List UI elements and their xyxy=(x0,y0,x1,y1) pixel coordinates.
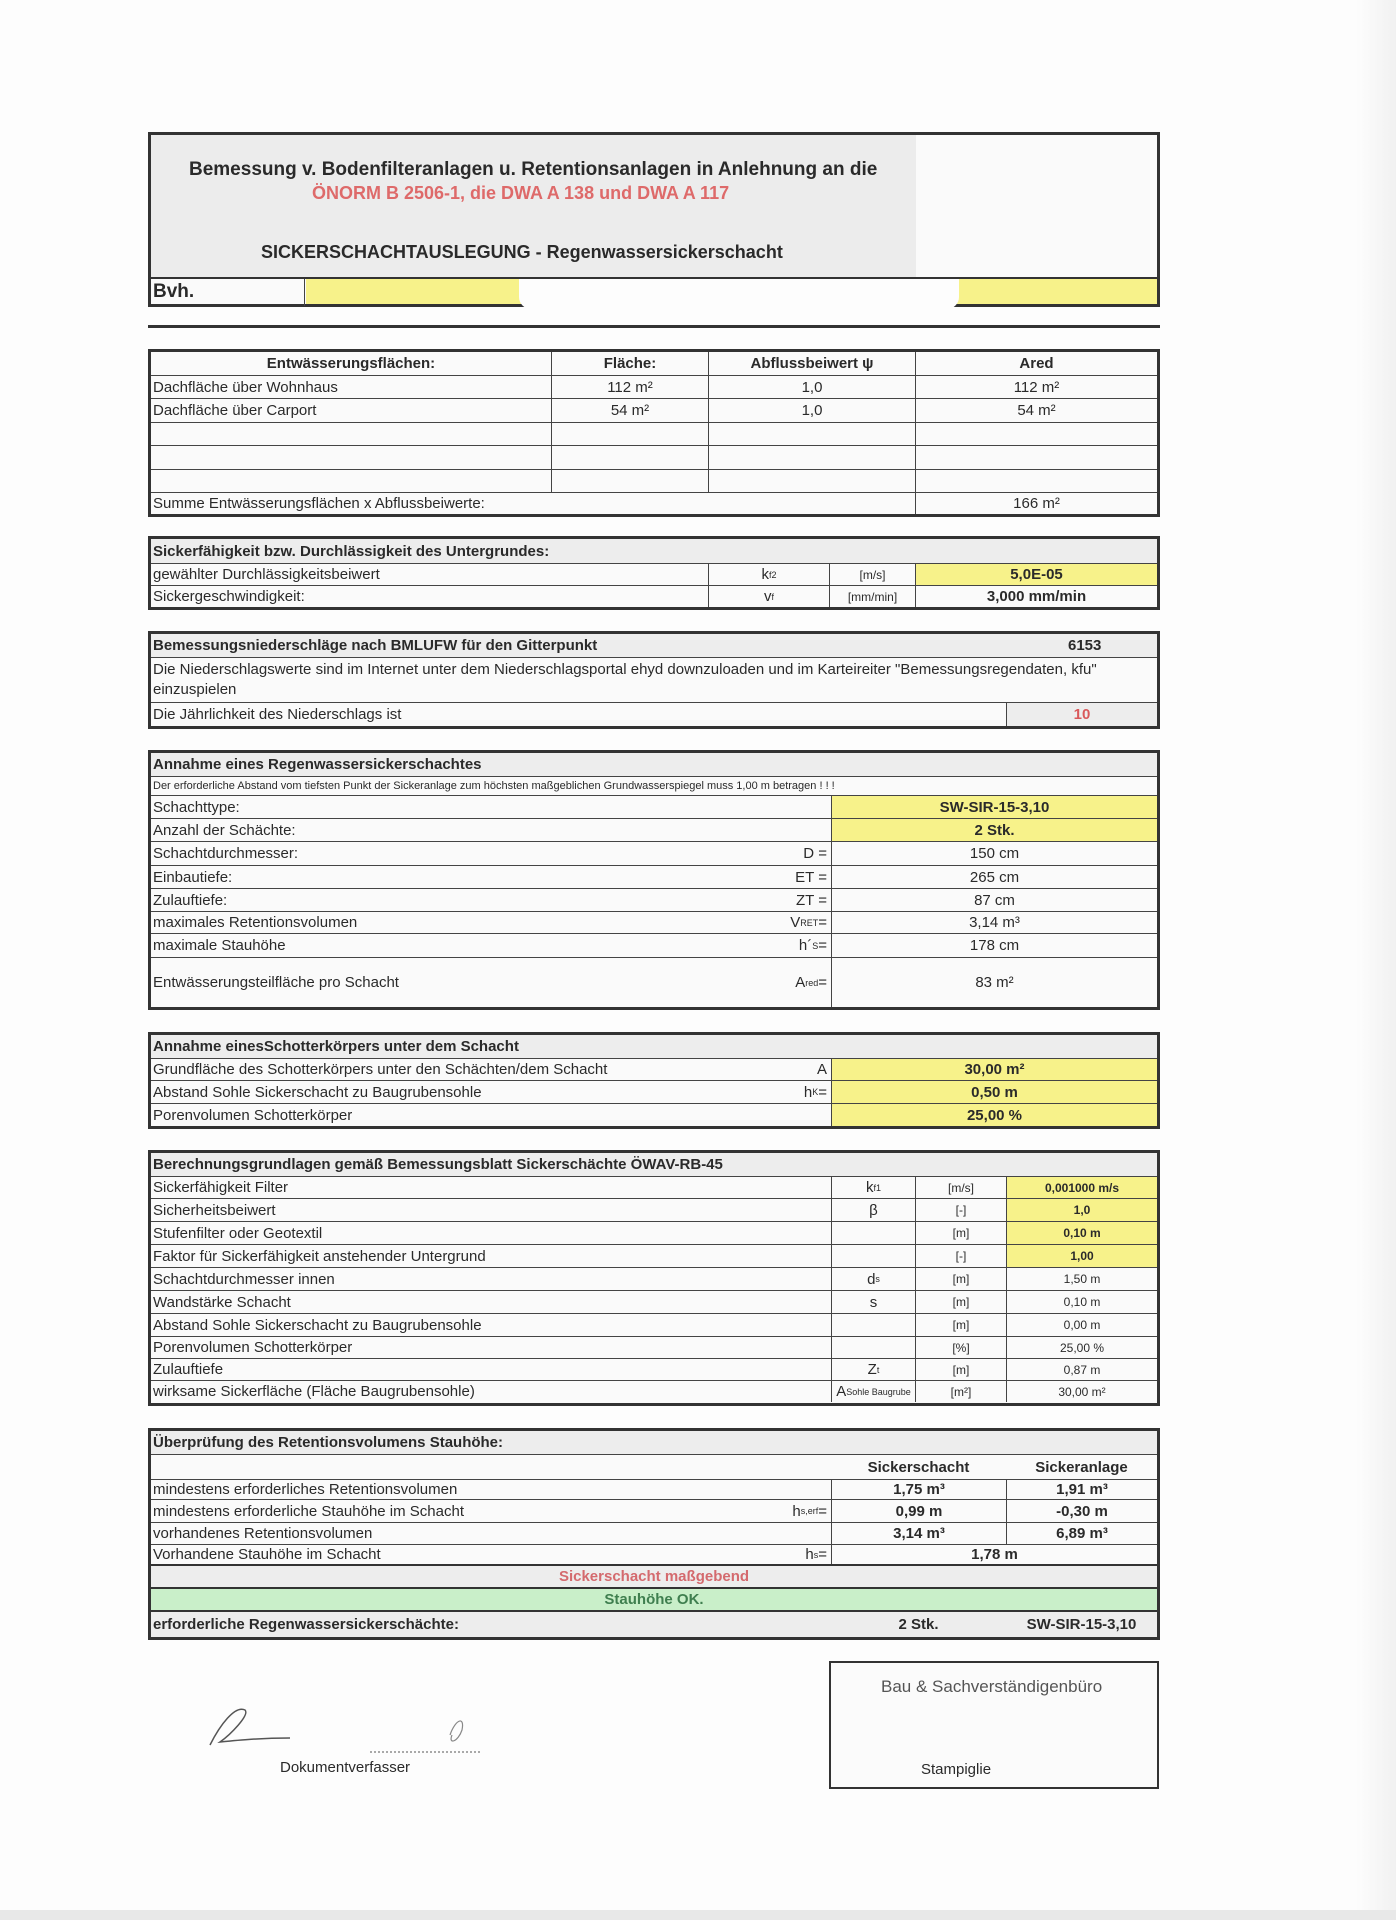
shaft-param-label: Einbautiefe: xyxy=(153,868,233,886)
author-label: Dokumentverfasser xyxy=(280,1759,411,1776)
recurrence-label: Die Jährlichkeit des Niederschlags ist xyxy=(153,706,402,723)
check-system-value: 1,91 m³ xyxy=(1006,1480,1157,1499)
table-row xyxy=(151,423,1157,446)
gridpoint-value: 6153 xyxy=(1068,637,1102,654)
stauhoehe-label: Vorhandene Stauhöhe im Schacht xyxy=(153,1546,381,1563)
shaft-title-row xyxy=(151,753,1157,777)
gravel-title-row xyxy=(151,1035,1157,1059)
table-row xyxy=(151,889,1157,912)
gravel-value-input[interactable]: 25,00 % xyxy=(831,1104,1157,1126)
area-name xyxy=(151,423,551,445)
symbol-suffix: = xyxy=(818,937,827,954)
areas-sum-value: 166 m² xyxy=(915,493,1157,514)
basis-label: wirksame Sickerfläche (Fläche Baugrubensohle) xyxy=(153,1383,475,1400)
table-row xyxy=(151,912,1157,934)
basis-symbol: d s xyxy=(831,1268,915,1290)
signature-icon xyxy=(200,1690,610,1760)
shaft-count-input[interactable]: 2 Stk. xyxy=(831,819,1157,841)
symbol-text: h´ xyxy=(798,937,813,954)
gravel-value-input[interactable]: 30,00 m² xyxy=(831,1059,1157,1080)
table-row xyxy=(151,1381,1157,1402)
permeability-table xyxy=(148,536,1160,610)
area-size xyxy=(551,446,708,469)
area-coeff xyxy=(708,423,915,445)
table-row xyxy=(151,376,1157,399)
symbol-text: h xyxy=(792,1502,801,1520)
gravel-symbol: h K = xyxy=(803,1083,827,1101)
basis-unit: [m] xyxy=(915,1359,1006,1380)
area-size xyxy=(551,470,708,492)
basis-value: 30,00 m² xyxy=(1006,1381,1157,1402)
shaft-param-symbol: ZT = xyxy=(796,891,827,909)
table-row xyxy=(151,1081,1157,1104)
area-coeff: 1,0 xyxy=(708,376,915,398)
stamp-box xyxy=(829,1661,1159,1789)
col-header-coeff: Abflussbeiwert ψ xyxy=(708,352,915,375)
basis-label: Sicherheitsbeiwert xyxy=(153,1201,276,1219)
symbol-text: A xyxy=(795,974,806,991)
col-header-area: Fläche: xyxy=(551,352,708,375)
shaft-table xyxy=(148,750,1160,1010)
basis-symbol xyxy=(831,1337,915,1358)
check-table xyxy=(148,1428,1160,1640)
col-header-areas: Entwässerungsflächen: xyxy=(266,355,436,372)
check-label: vorhandenes Retentionsvolumen xyxy=(153,1525,373,1542)
table-row xyxy=(151,1359,1157,1381)
symbol-text: h xyxy=(803,1083,813,1101)
basis-symbol xyxy=(831,1245,915,1267)
basis-unit: [m] xyxy=(915,1314,1006,1336)
table-row xyxy=(151,866,1157,889)
header-standards: ÖNORM B 2506-1, die DWA A 138 und DWA A 117 xyxy=(312,183,730,203)
permeability-value: 3,000 mm/min xyxy=(915,586,1157,607)
table-row xyxy=(151,564,1157,586)
col-header-ared: Ared xyxy=(915,352,1157,375)
shaft-param-value: 150 cm xyxy=(831,842,1157,865)
basis-value: 25,00 % xyxy=(1006,1337,1157,1358)
shaft-type-row xyxy=(151,796,1157,819)
basis-title: Berechnungsgrundlagen gemäß Bemessungsblatt Sickerschächte ÖWAV-RB-45 xyxy=(153,1156,723,1173)
table-row xyxy=(151,446,1157,470)
check-system-value: -0,30 m xyxy=(1006,1500,1157,1522)
gravel-symbol xyxy=(751,1104,831,1126)
permeability-title: Sickerfähigkeit bzw. Durchlässigkeit des Untergrundes: xyxy=(153,542,550,560)
symbol-text: s xyxy=(869,1293,878,1311)
area-name xyxy=(151,446,551,469)
gravel-label: Abstand Sohle Sickerschacht zu Baugrubensohle xyxy=(153,1083,482,1101)
permeability-unit: [mm/min] xyxy=(829,586,915,607)
shaft-param-label: Entwässerungsteilfläche pro Schacht xyxy=(153,974,399,991)
bvh-redacted xyxy=(519,279,959,309)
basis-symbol xyxy=(831,1314,915,1336)
area-coeff: 1,0 xyxy=(708,399,915,422)
areas-table xyxy=(148,349,1160,517)
header-title: Bemessung v. Bodenfilteranlagen u. Retentionsanlagen in Anlehnung an die xyxy=(189,159,878,180)
symbol-suffix: = xyxy=(818,1546,827,1563)
areas-header-row xyxy=(151,352,1157,376)
col-header-shaft: Sickerschacht xyxy=(867,1458,970,1476)
table-row xyxy=(151,1479,1157,1500)
stauhoehe-symbol: h s = xyxy=(805,1546,827,1563)
area-ared xyxy=(915,423,1157,445)
check-label: mindestens erforderliches Retentionsvolumen xyxy=(153,1481,458,1498)
bvh-label: Bvh. xyxy=(153,281,195,302)
check-title-row xyxy=(151,1431,1157,1455)
symbol-text: β xyxy=(869,1201,878,1219)
shaft-param-value: 265 cm xyxy=(831,866,1157,888)
table-row xyxy=(151,1104,1157,1126)
table-row xyxy=(151,399,1157,423)
permeability-symbol: v f xyxy=(708,586,829,607)
page-edge-shadow xyxy=(1356,0,1396,1920)
header-subtitle: SICKERSCHACHTAUSLEGUNG - Regenwassersickerschacht xyxy=(261,242,783,262)
basis-value: 0,00 m xyxy=(1006,1314,1157,1336)
governing-text: Sickerschacht maßgebend xyxy=(558,1568,750,1585)
required-row xyxy=(151,1612,1157,1637)
basis-symbol xyxy=(831,1199,915,1221)
precipitation-title: Bemessungsniederschläge nach BMLUFW für den Gitterpunkt xyxy=(153,637,598,654)
basis-symbol xyxy=(831,1291,915,1313)
symbol-text: v xyxy=(763,588,772,605)
table-row xyxy=(151,1523,1157,1545)
stamp-text: Bau & Sachverständigenbüro xyxy=(881,1677,1103,1696)
signature-area xyxy=(200,1690,610,1760)
basis-table xyxy=(148,1150,1160,1406)
check-symbol: h s,erf = xyxy=(792,1502,827,1520)
area-ared: 112 m² xyxy=(915,376,1157,398)
permeability-unit: [m/s] xyxy=(829,564,915,585)
shaft-type-label: Schachttype: xyxy=(153,798,240,816)
shaft-param-value: 178 cm xyxy=(831,934,1157,957)
gravel-title: Annahme einesSchotterkörpers unter dem Schacht xyxy=(153,1038,519,1055)
basis-label: Schachtdurchmesser innen xyxy=(153,1270,335,1288)
table-row xyxy=(151,1291,1157,1314)
shaft-type-select[interactable]: SW-SIR-15-3,10 xyxy=(831,796,1157,818)
symbol-suffix: = xyxy=(818,914,827,931)
area-ared: 54 m² xyxy=(915,399,1157,422)
basis-label: Zulauftiefe xyxy=(153,1361,224,1378)
check-system-value: 6,89 m³ xyxy=(1006,1523,1157,1544)
shaft-param-symbol: ET = xyxy=(795,868,827,886)
table-row xyxy=(151,842,1157,866)
table-row xyxy=(151,1199,1157,1222)
shaft-count-row xyxy=(151,819,1157,842)
status-badge: Stauhöhe OK. xyxy=(604,1591,704,1608)
basis-label: Wandstärke Schacht xyxy=(153,1293,291,1311)
shaft-title: Annahme eines Regenwassersickerschachtes xyxy=(153,756,482,773)
symbol-text: h xyxy=(805,1546,814,1563)
symbol-text: d xyxy=(867,1270,876,1288)
symbol-text: A xyxy=(836,1383,847,1400)
basis-symbol: Z t xyxy=(831,1359,915,1380)
basis-value-input[interactable]: 1,00 xyxy=(1006,1245,1157,1267)
permeability-value-input[interactable]: 5,0E-05 xyxy=(915,564,1157,585)
symbol-text: V xyxy=(790,914,801,931)
basis-value-input[interactable]: 0,001000 m/s xyxy=(1006,1177,1157,1198)
shaft-param-symbol: V RET = xyxy=(790,914,827,931)
gravel-symbol: A xyxy=(816,1061,827,1078)
shaft-param-label: maximale Stauhöhe xyxy=(153,937,286,954)
symbol-text: Z xyxy=(867,1361,877,1378)
precipitation-table xyxy=(148,631,1160,729)
symbol-text: k xyxy=(761,566,769,583)
basis-value: 1,50 m xyxy=(1006,1268,1157,1290)
symbol-suffix: = xyxy=(818,1502,827,1520)
basis-unit: [m/s] xyxy=(915,1177,1006,1198)
shaft-param-symbol: h´ S = xyxy=(798,937,827,954)
table-row xyxy=(151,1314,1157,1337)
stauhoehe-row xyxy=(151,1545,1157,1566)
basis-label: Faktor für Sickerfähigkeit anstehender Untergrund xyxy=(153,1247,486,1265)
table-row xyxy=(151,958,1157,1007)
basis-symbol: k f1 xyxy=(831,1177,915,1198)
shaft-param-label: maximales Retentionsvolumen xyxy=(153,914,358,931)
basis-unit: [-] xyxy=(915,1199,1006,1221)
area-size xyxy=(551,423,708,445)
symbol-text: k xyxy=(865,1179,874,1196)
basis-label: Stufenfilter oder Geotextil xyxy=(153,1224,323,1242)
basis-value: 0,87 m xyxy=(1006,1359,1157,1380)
shaft-param-symbol: D = xyxy=(803,845,827,862)
basis-value-input[interactable]: 0,10 m xyxy=(1006,1222,1157,1244)
shaft-count-label: Anzahl der Schächte: xyxy=(153,821,296,839)
area-size: 112 m² xyxy=(551,376,708,398)
precipitation-note: Die Niederschlagswerte sind im Internet unter dem Niederschlagsportal ehyd downzuloaden und im Karteireiter "Bemessungsregendaten, kfu" einzuspielen xyxy=(153,661,1097,698)
area-size: 54 m² xyxy=(551,399,708,422)
areas-sum-row xyxy=(151,493,1157,514)
basis-unit: [m²] xyxy=(915,1381,1006,1402)
gravel-value-input[interactable]: 0,50 m xyxy=(831,1081,1157,1103)
col-header-system: Sickeranlage xyxy=(1035,1458,1128,1476)
stauhoehe-value: 1,78 m xyxy=(831,1545,1157,1564)
check-shaft-value: 0,99 m xyxy=(831,1500,1006,1522)
table-row xyxy=(151,470,1157,493)
stamp-label: Stampiglie xyxy=(921,1761,992,1778)
check-header-row xyxy=(151,1455,1157,1479)
recurrence-value[interactable]: 10 xyxy=(1006,703,1157,726)
basis-title-row xyxy=(151,1153,1157,1177)
gravel-table xyxy=(148,1032,1160,1129)
area-coeff xyxy=(708,470,915,492)
basis-label: Abstand Sohle Sickerschacht zu Baugrubensohle xyxy=(153,1316,482,1334)
basis-label: Porenvolumen Schotterkörper xyxy=(153,1339,353,1356)
permeability-symbol: k f2 xyxy=(708,564,829,585)
shaft-warning-row xyxy=(151,777,1157,796)
bvh-divider xyxy=(304,279,305,306)
permeability-title-row xyxy=(151,539,1157,564)
required-type: SW-SIR-15-3,10 xyxy=(1026,1616,1137,1633)
areas-sum-label: Summe Entwässerungsflächen x Abflussbeiwerte: xyxy=(153,495,485,512)
area-ared xyxy=(915,470,1157,492)
basis-unit: [m] xyxy=(915,1291,1006,1313)
header-logo-area xyxy=(916,135,1157,277)
area-name: Dachfläche über Wohnhaus xyxy=(153,378,338,396)
shaft-param-value: 83 m² xyxy=(831,958,1157,1007)
basis-symbol xyxy=(831,1222,915,1244)
area-name: Dachfläche über Carport xyxy=(153,402,317,419)
table-row xyxy=(151,1245,1157,1268)
precipitation-note-row xyxy=(151,658,1157,703)
recurrence-row xyxy=(151,703,1157,726)
basis-label: Sickerfähigkeit Filter xyxy=(153,1179,289,1196)
table-row xyxy=(151,1500,1157,1523)
permeability-label: gewählter Durchlässigkeitsbeiwert xyxy=(153,566,380,583)
separator-line xyxy=(148,325,1160,328)
symbol-suffix: = xyxy=(818,1083,827,1101)
check-shaft-value: 1,75 m³ xyxy=(831,1480,1006,1499)
page-bottom-edge xyxy=(0,1910,1396,1920)
basis-unit: [%] xyxy=(915,1337,1006,1358)
gravel-label: Porenvolumen Schotterkörper xyxy=(153,1106,353,1124)
basis-unit: [-] xyxy=(915,1245,1006,1267)
required-label: erforderliche Regenwassersickerschächte: xyxy=(153,1616,459,1633)
area-ared xyxy=(915,446,1157,469)
shaft-param-value: 3,14 m³ xyxy=(831,912,1157,933)
shaft-param-value: 87 cm xyxy=(831,889,1157,911)
table-row xyxy=(151,586,1157,607)
basis-value-input[interactable]: 1,0 xyxy=(1006,1199,1157,1221)
area-name xyxy=(151,470,551,492)
shaft-param-label: Schachtdurchmesser: xyxy=(153,845,299,862)
check-label: mindestens erforderliche Stauhöhe im Schacht xyxy=(153,1502,465,1520)
table-row xyxy=(151,1268,1157,1291)
check-shaft-value: 3,14 m³ xyxy=(831,1523,1006,1544)
basis-value: 0,10 m xyxy=(1006,1291,1157,1313)
permeability-label: Sickergeschwindigkeit: xyxy=(153,588,305,605)
shaft-param-label: Zulauftiefe: xyxy=(153,891,228,909)
header-box xyxy=(148,132,1160,307)
table-row xyxy=(151,934,1157,958)
table-row xyxy=(151,1222,1157,1245)
check-title: Überprüfung des Retentionsvolumens Stauhöhe: xyxy=(153,1434,504,1451)
basis-symbol: A Sohle Baugrube xyxy=(831,1381,915,1402)
governing-row xyxy=(151,1566,1157,1589)
area-coeff xyxy=(708,446,915,469)
precipitation-title-row xyxy=(151,634,1157,658)
status-row xyxy=(151,1589,1157,1612)
shaft-warning: Der erforderliche Abstand vom tiefsten Punkt der Sickeranlage zum höchsten maßgeblichen Grundwasserspiegel muss 1,00 m betragen ! ! ! xyxy=(153,780,835,792)
symbol-suffix: = xyxy=(818,974,827,991)
shaft-param-symbol: A red = xyxy=(795,974,827,991)
gravel-label: Grundfläche des Schotterkörpers unter den Schächten/dem Schacht xyxy=(153,1061,608,1078)
table-row xyxy=(151,1177,1157,1199)
bvh-row xyxy=(151,277,1157,304)
basis-unit: [m] xyxy=(915,1268,1006,1290)
table-row xyxy=(151,1059,1157,1081)
basis-unit: [m] xyxy=(915,1222,1006,1244)
required-count: 2 Stk. xyxy=(898,1616,939,1633)
table-row xyxy=(151,1337,1157,1359)
